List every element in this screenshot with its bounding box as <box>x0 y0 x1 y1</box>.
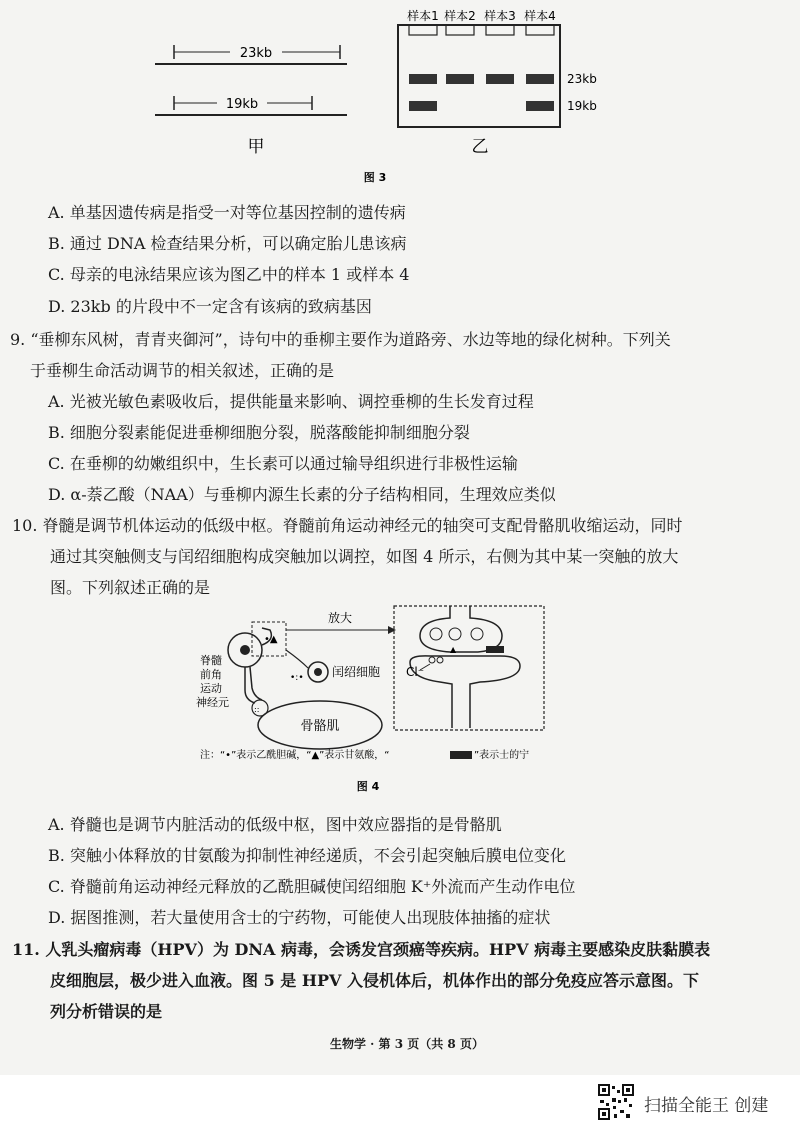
figure4-diagram <box>0 600 800 800</box>
neuron-label-4: 神经元 <box>196 696 229 709</box>
band-sample3-23kb <box>486 74 514 84</box>
figure4-note-prefix: 注：“•”表示乙酰胆碱，“▲”表示甘氨酸，“ <box>200 750 390 761</box>
q11-stem-line1: 11. 人乳头瘤病毒（HPV）为 DNA 病毒，会诱发宫颈癌等疾病。HPV 病毒主要感染皮肤黏膜表 <box>12 940 711 959</box>
svg-text:•▲: •▲ <box>264 634 278 645</box>
q11-stem-line3: 列分析错误的是 <box>50 1002 163 1021</box>
jia-label: 甲 <box>247 137 265 157</box>
svg-text:::: :: <box>254 705 260 714</box>
neuron-label-3: 运动 <box>200 682 222 695</box>
q9-option-d: D. α-萘乙酸（NAA）与垂柳内源生长素的分子结构相同，生理效应类似 <box>48 485 556 504</box>
figure4-note-suffix: ”表示士的宁 <box>474 750 530 761</box>
q8-option-a: A. 单基因遗传病是指受一对等位基因控制的遗传病 <box>48 203 406 222</box>
q10-stem-line3: 图。下列叙述正确的是 <box>50 578 211 597</box>
jia-19kb-label: 19kb <box>225 97 259 112</box>
figure4-caption: 图 4 <box>356 780 380 793</box>
renshaw-cell-label: 闰绍细胞 <box>332 665 381 679</box>
neuron-label-1: 脊髓 <box>200 654 222 667</box>
band-sample1-19kb <box>409 101 437 111</box>
figure3-diagram <box>0 0 800 190</box>
q10-option-a: A. 脊髓也是调节内脏活动的低级中枢，图中效应器指的是骨骼肌 <box>48 815 502 834</box>
sample-2-label: 样本2 <box>444 9 476 23</box>
magnify-label: 放大 <box>327 611 353 625</box>
sample-4-label: 样本4 <box>524 9 556 23</box>
gel-23kb-label: 23kb <box>567 72 597 86</box>
band-sample2-23kb <box>446 74 474 84</box>
q10-stem-line2: 通过其突触侧支与闰绍细胞构成突触加以调控，如图 4 所示，右侧为其中某一突触的放大 <box>50 547 679 566</box>
band-sample4-23kb <box>526 74 554 84</box>
band-sample1-23kb <box>409 74 437 84</box>
q8-option-c: C. 母亲的电泳结果应该为图乙中的样本 1 或样本 4 <box>48 265 410 284</box>
q9-stem-line2: 于垂柳生命活动调节的相关叙述，正确的是 <box>30 361 335 380</box>
q8-option-b: B. 通过 DNA 检查结果分析，可以确定胎儿患该病 <box>48 234 407 253</box>
jia-23kb-label: 23kb <box>239 46 273 61</box>
svg-text:•:•: •:• <box>290 673 304 683</box>
q10-option-d: D. 据图推测，若大量使用含士的宁药物，可能使人出现肢体抽搐的症状 <box>48 908 551 927</box>
cl-ion-label: Cl⁻ <box>406 665 425 679</box>
gel-19kb-label: 19kb <box>567 99 597 113</box>
strychnine-legend-swatch <box>450 751 472 759</box>
qr-code-icon <box>598 1084 634 1120</box>
q9-option-b: B. 细胞分裂素能促进垂柳细胞分裂，脱落酸能抑制细胞分裂 <box>48 423 470 442</box>
q10-stem-line1: 10. 脊髓是调节机体运动的低级中枢。脊髓前角运动神经元的轴突可支配骨骼肌收缩运动，同时 <box>12 516 683 535</box>
sample-3-label: 样本3 <box>484 9 516 23</box>
neuron-label-2: 前角 <box>200 668 222 681</box>
sample-1-label: 样本1 <box>407 9 439 23</box>
scanner-brand: 扫描全能王 创建 <box>644 1096 769 1116</box>
q9-option-a: A. 光被光敏色素吸收后，提供能量来影响、调控垂柳的生长发育过程 <box>48 392 534 411</box>
q9-stem-line1: 9. “垂柳东风树，青青夹御河”，诗句中的垂柳主要作为道路旁、水边等地的绿化树种。下列关 <box>10 330 671 349</box>
q10-option-c: C. 脊髓前角运动神经元释放的乙酰胆碱使闰绍细胞 K⁺外流而产生动作电位 <box>48 877 576 896</box>
yi-label: 乙 <box>471 137 489 157</box>
page-footer: 生物学 · 第 3 页（共 8 页） <box>330 1037 484 1051</box>
figure3-caption: 图 3 <box>363 171 387 184</box>
muscle-label: 骨骼肌 <box>300 719 340 734</box>
q10-option-b: B. 突触小体释放的甘氨酸为抑制性神经递质，不会引起突触后膜电位变化 <box>48 846 566 865</box>
q9-option-c: C. 在垂柳的幼嫩组织中，生长素可以通过输导组织进行非极性运输 <box>48 454 518 473</box>
q11-stem-line2: 皮细胞层，极少进入血液。图 5 是 HPV 入侵机体后，机体作出的部分免疫应答示意图。下 <box>50 971 699 990</box>
svg-text:▲: ▲ <box>450 645 457 654</box>
band-sample4-19kb <box>526 101 554 111</box>
q8-option-d: D. 23kb 的片段中不一定含有该病的致病基因 <box>48 297 372 316</box>
